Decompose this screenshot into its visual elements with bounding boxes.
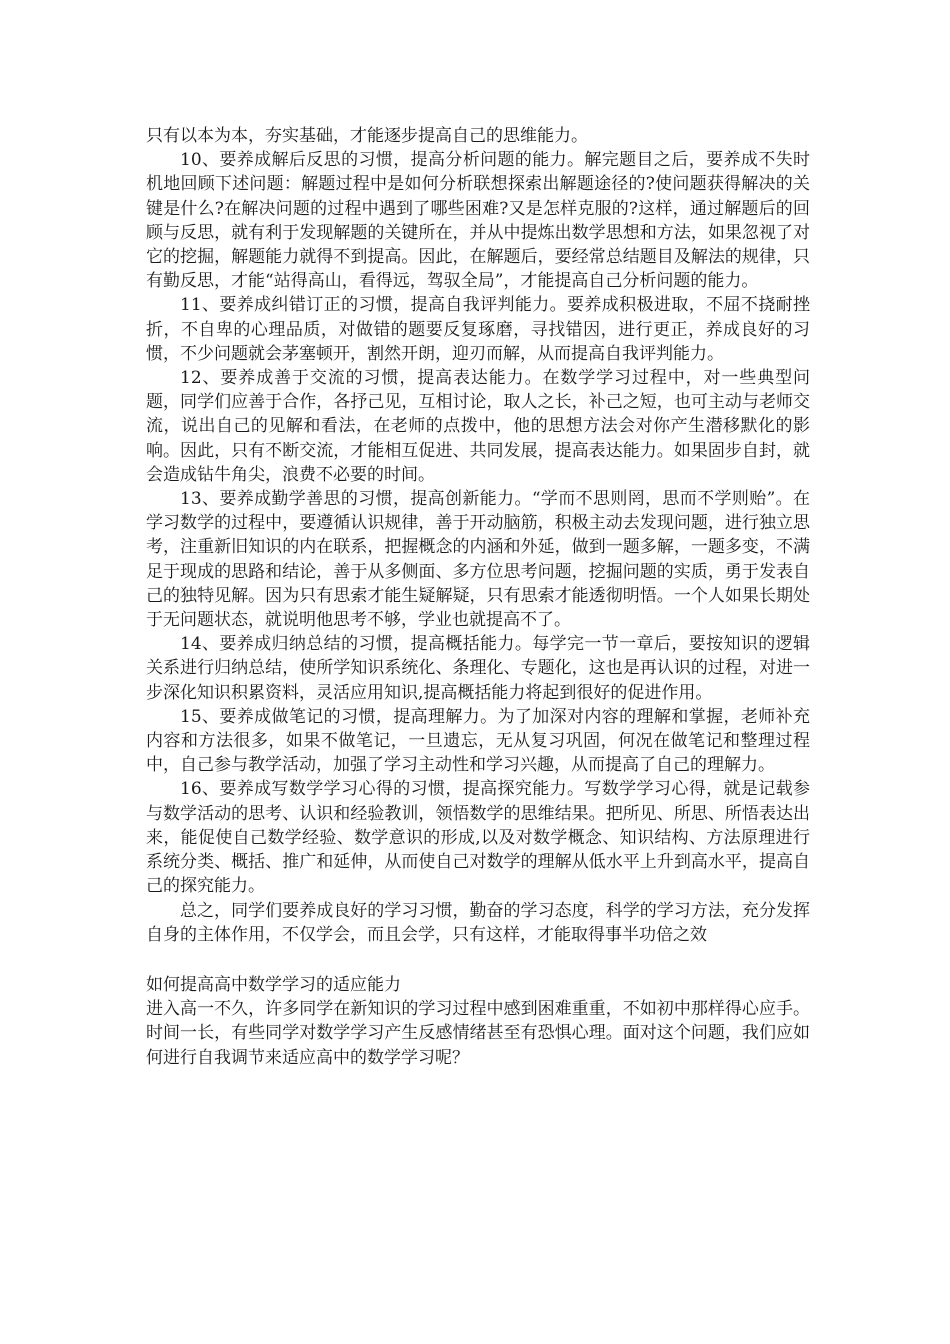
paragraph-habit-10: 10、要养成解后反思的习惯，提高分析问题的能力。解完题目之后，要养成不失时机地回顾下述问题：解题过程中是如何分析联想探索出解题途径的?使问题获得解决的关键是什么?在解决问题的过程中遇到了哪些困难?又是怎样克服的?这样，通过解题后的回顾与反思，就有利于发现解题的关键所在，并从中提炼出数学思想和方法，如果忽视了对它的挖掘，解题能力就得不到提高。因此，在解题后，要经常总结题目及解法的规律，只有勤反思，才能“站得高山，看得远，驾驭全局”，才能提高自己分析问题的能力。 xyxy=(146,150,810,292)
document-page xyxy=(146,124,810,1070)
paragraph-conclusion: 总之，同学们要养成良好的学习习惯，勤奋的学习态度，科学的学习方法，充分发挥自身的主体作用，不仅学会，而且会学，只有这样，才能取得事半功倍之效 xyxy=(146,900,810,945)
paragraph-habit-15: 15、要养成做笔记的习惯，提高理解力。为了加深对内容的理解和掌握，老师补充内容和方法很多，如果不做笔记，一旦遗忘，无从复习巩固，何况在做笔记和整理过程中，自己参与教学活动，加强了学习主动性和学习兴趣，从而提高了自己的理解力。 xyxy=(146,706,810,776)
section-title: 如何提高高中数学学习的适应能力 xyxy=(146,974,401,995)
paragraph-habit-16: 16、要养成写数学学习心得的习惯，提高探究能力。写数学学习心得，就是记载参与数学活动的思考、认识和经验教训，领悟数学的思维结果。把所见、所思、所悟表达出来，能促使自己数学经验、数学意识的形成,以及对数学概念、知识结构、方法原理进行系统分类、概括、推广和延伸，从而使自己对数学的理解从低水平上升到高水平，提高自己的探究能力。 xyxy=(146,779,810,897)
section-body: 进入高一不久，许多同学在新知识的学习过程中感到困难重重，不如初中那样得心应手。时间一长，有些同学对数学学习产生反感情绪甚至有恐惧心理。面对这个问题，我们应如何进行自我调节来适应高中的数学学习呢？ xyxy=(146,999,810,1068)
paragraph-habit-11: 11、要养成纠错订正的习惯，提高自我评判能力。要养成积极进取，不屈不挠耐挫折，不自卑的心理品质，对做错的题要反复琢磨，寻找错因，进行更正，养成良好的习惯，不少问题就会茅塞顿开，割然开朗，迎刃而解，从而提高自我评判能力。 xyxy=(146,295,810,364)
paragraph-continuation: 只有以本为本，夯实基础，才能逐步提高自己的思维能力。 xyxy=(146,126,588,146)
paragraph-habit-14: 14、要养成归纳总结的习惯，提高概括能力。每学完一节一章后，要按知识的逻辑关系进行归纳总结，使所学知识系统化、条理化、专题化，这也是再认识的过程，对进一步深化知识积累资料，灵活应用知识,提高概括能力将起到很好的促进作用。 xyxy=(146,634,810,703)
paragraph-habit-12: 12、要养成善于交流的习惯，提高表达能力。在数学学习过程中，对一些典型问题，同学们应善于合作，各抒己见，互相讨论，取人之长，补己之短，也可主动与老师交流，说出自己的见解和看法，在老师的点拨中，他的思想方法会对你产生潜移默化的影响。因此，只有不断交流，才能相互促进、共同发展，提高表达能力。如果固步自封，就会造成钻牛角尖，浪费不必要的时间。 xyxy=(146,368,810,485)
paragraph-habit-13: 13、要养成勤学善思的习惯，提高创新能力。“学而不思则罔，思而不学则贻”。在学习数学的过程中，要遵循认识规律，善于开动脑筋，积极主动去发现问题，进行独立思考，注重新旧知识的内在联系，把握概念的内涵和外延，做到一题多解，一题多变，不满足于现成的思路和结论，善于从多侧面、多方位思考问题，挖掘问题的实质，勇于发表自己的独特见解。因为只有思索才能生疑解疑，只有思索才能透彻明悟。一个人如果长期处于无问题状态，就说明他思考不够，学业也就提高不了。 xyxy=(146,489,810,631)
